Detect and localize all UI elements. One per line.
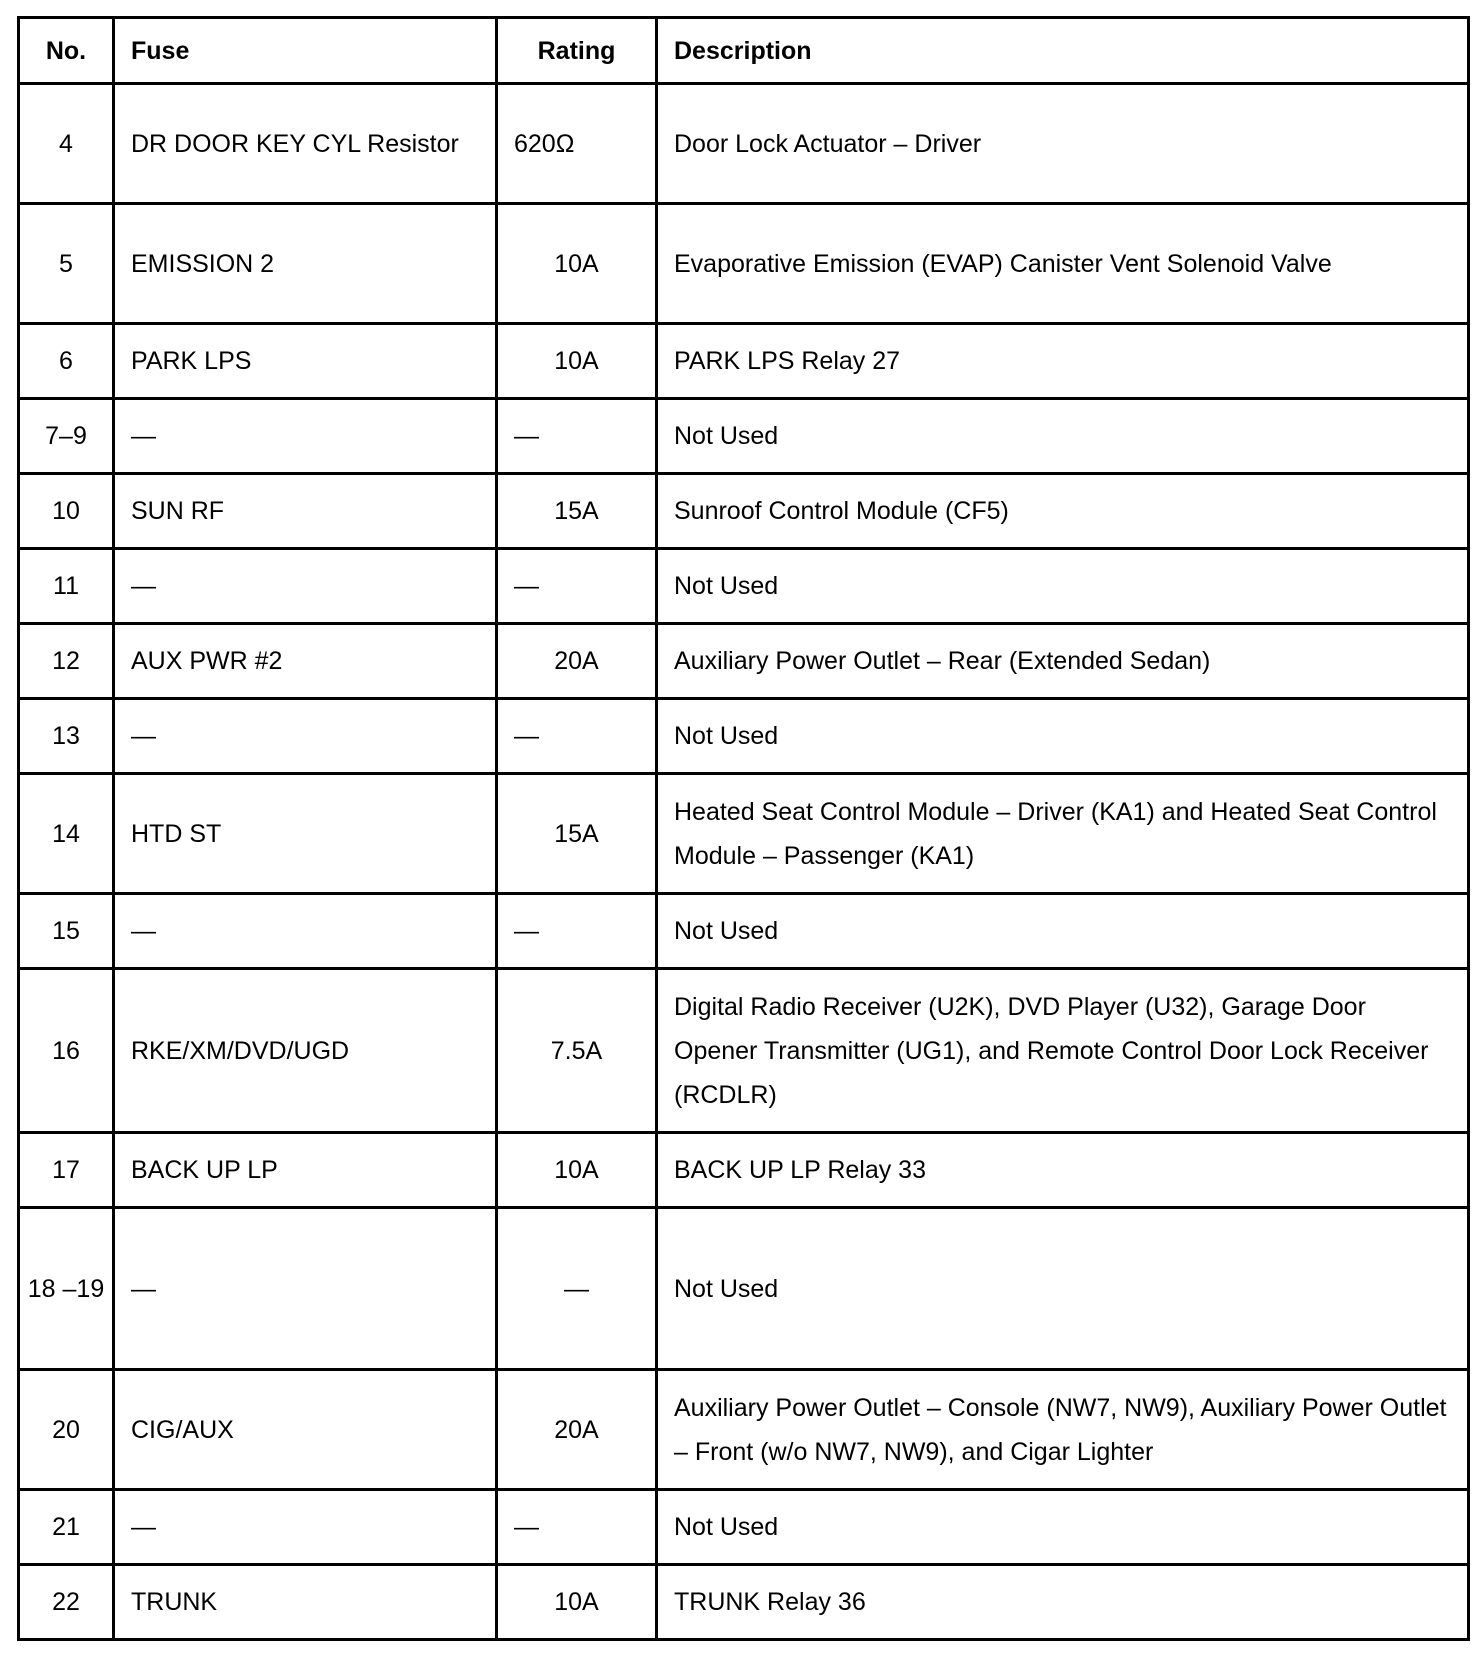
fuse-table <box>17 16 1470 1641</box>
header-rating: Rating <box>497 18 657 84</box>
table-row <box>19 624 1469 699</box>
cell-no: 13 <box>19 699 114 774</box>
cell-rating: 15A <box>497 474 657 549</box>
cell-no: 21 <box>19 1490 114 1565</box>
header-fuse: Fuse <box>114 18 497 84</box>
cell-rating: 10A <box>497 1565 657 1640</box>
cell-no: 20 <box>19 1370 114 1490</box>
table-row <box>19 204 1469 324</box>
cell-no: 5 <box>19 204 114 324</box>
cell-description: Not Used <box>657 1490 1469 1565</box>
cell-no: 14 <box>19 774 114 894</box>
table-row <box>19 399 1469 474</box>
cell-description: Not Used <box>657 399 1469 474</box>
cell-description: Auxiliary Power Outlet – Rear (Extended Sedan) <box>657 624 1469 699</box>
cell-no: 18 –19 <box>19 1208 114 1370</box>
cell-fuse: HTD ST <box>114 774 497 894</box>
header-description: Description <box>657 18 1469 84</box>
cell-fuse: PARK LPS <box>114 324 497 399</box>
cell-rating: — <box>497 699 657 774</box>
cell-description: Not Used <box>657 549 1469 624</box>
cell-description: Sunroof Control Module (CF5) <box>657 474 1469 549</box>
table-row <box>19 474 1469 549</box>
cell-rating: 7.5A <box>497 969 657 1133</box>
cell-rating: 10A <box>497 324 657 399</box>
cell-description: Not Used <box>657 1208 1469 1370</box>
cell-no: 10 <box>19 474 114 549</box>
table-row <box>19 1133 1469 1208</box>
cell-fuse: CIG/AUX <box>114 1370 497 1490</box>
cell-description: Auxiliary Power Outlet – Console (NW7, NW9), Auxiliary Power Outlet – Front (w/o NW7, NW9), and Cigar Lighter <box>657 1370 1469 1490</box>
cell-no: 6 <box>19 324 114 399</box>
cell-rating: — <box>497 399 657 474</box>
cell-rating: — <box>497 1208 657 1370</box>
table-row <box>19 1490 1469 1565</box>
cell-rating: 20A <box>497 1370 657 1490</box>
table-row <box>19 894 1469 969</box>
table-row <box>19 699 1469 774</box>
table-row <box>19 1208 1469 1370</box>
cell-fuse: BACK UP LP <box>114 1133 497 1208</box>
cell-fuse: — <box>114 1490 497 1565</box>
cell-no: 11 <box>19 549 114 624</box>
table-row <box>19 774 1469 894</box>
table-row <box>19 324 1469 399</box>
cell-fuse: DR DOOR KEY CYL Resistor <box>114 84 497 204</box>
cell-description: Digital Radio Receiver (U2K), DVD Player (U32), Garage Door Opener Transmitter (UG1), and Remote Control Door Lock Receiver (RCDLR) <box>657 969 1469 1133</box>
cell-description: PARK LPS Relay 27 <box>657 324 1469 399</box>
table-row <box>19 969 1469 1133</box>
cell-description: Door Lock Actuator – Driver <box>657 84 1469 204</box>
cell-fuse: AUX PWR #2 <box>114 624 497 699</box>
cell-rating: 15A <box>497 774 657 894</box>
table-row <box>19 1565 1469 1640</box>
cell-no: 22 <box>19 1565 114 1640</box>
table-row <box>19 549 1469 624</box>
table-header-row <box>19 18 1469 84</box>
cell-fuse: — <box>114 1208 497 1370</box>
cell-no: 7–9 <box>19 399 114 474</box>
cell-no: 16 <box>19 969 114 1133</box>
cell-rating: — <box>497 894 657 969</box>
cell-rating: 10A <box>497 204 657 324</box>
cell-description: TRUNK Relay 36 <box>657 1565 1469 1640</box>
table-row <box>19 84 1469 204</box>
cell-rating: — <box>497 1490 657 1565</box>
cell-fuse: TRUNK <box>114 1565 497 1640</box>
cell-description: Evaporative Emission (EVAP) Canister Vent Solenoid Valve <box>657 204 1469 324</box>
cell-rating: 620Ω <box>497 84 657 204</box>
cell-fuse: — <box>114 549 497 624</box>
cell-rating: 20A <box>497 624 657 699</box>
cell-description: Not Used <box>657 699 1469 774</box>
cell-fuse: — <box>114 894 497 969</box>
cell-fuse: — <box>114 699 497 774</box>
cell-fuse: — <box>114 399 497 474</box>
cell-description: Heated Seat Control Module – Driver (KA1) and Heated Seat Control Module – Passenger (KA1) <box>657 774 1469 894</box>
cell-fuse: EMISSION 2 <box>114 204 497 324</box>
cell-fuse: SUN RF <box>114 474 497 549</box>
cell-no: 4 <box>19 84 114 204</box>
cell-description: BACK UP LP Relay 33 <box>657 1133 1469 1208</box>
header-no: No. <box>19 18 114 84</box>
cell-no: 17 <box>19 1133 114 1208</box>
table-row <box>19 1370 1469 1490</box>
cell-no: 15 <box>19 894 114 969</box>
cell-description: Not Used <box>657 894 1469 969</box>
cell-rating: — <box>497 549 657 624</box>
cell-fuse: RKE/XM/DVD/UGD <box>114 969 497 1133</box>
cell-rating: 10A <box>497 1133 657 1208</box>
cell-no: 12 <box>19 624 114 699</box>
